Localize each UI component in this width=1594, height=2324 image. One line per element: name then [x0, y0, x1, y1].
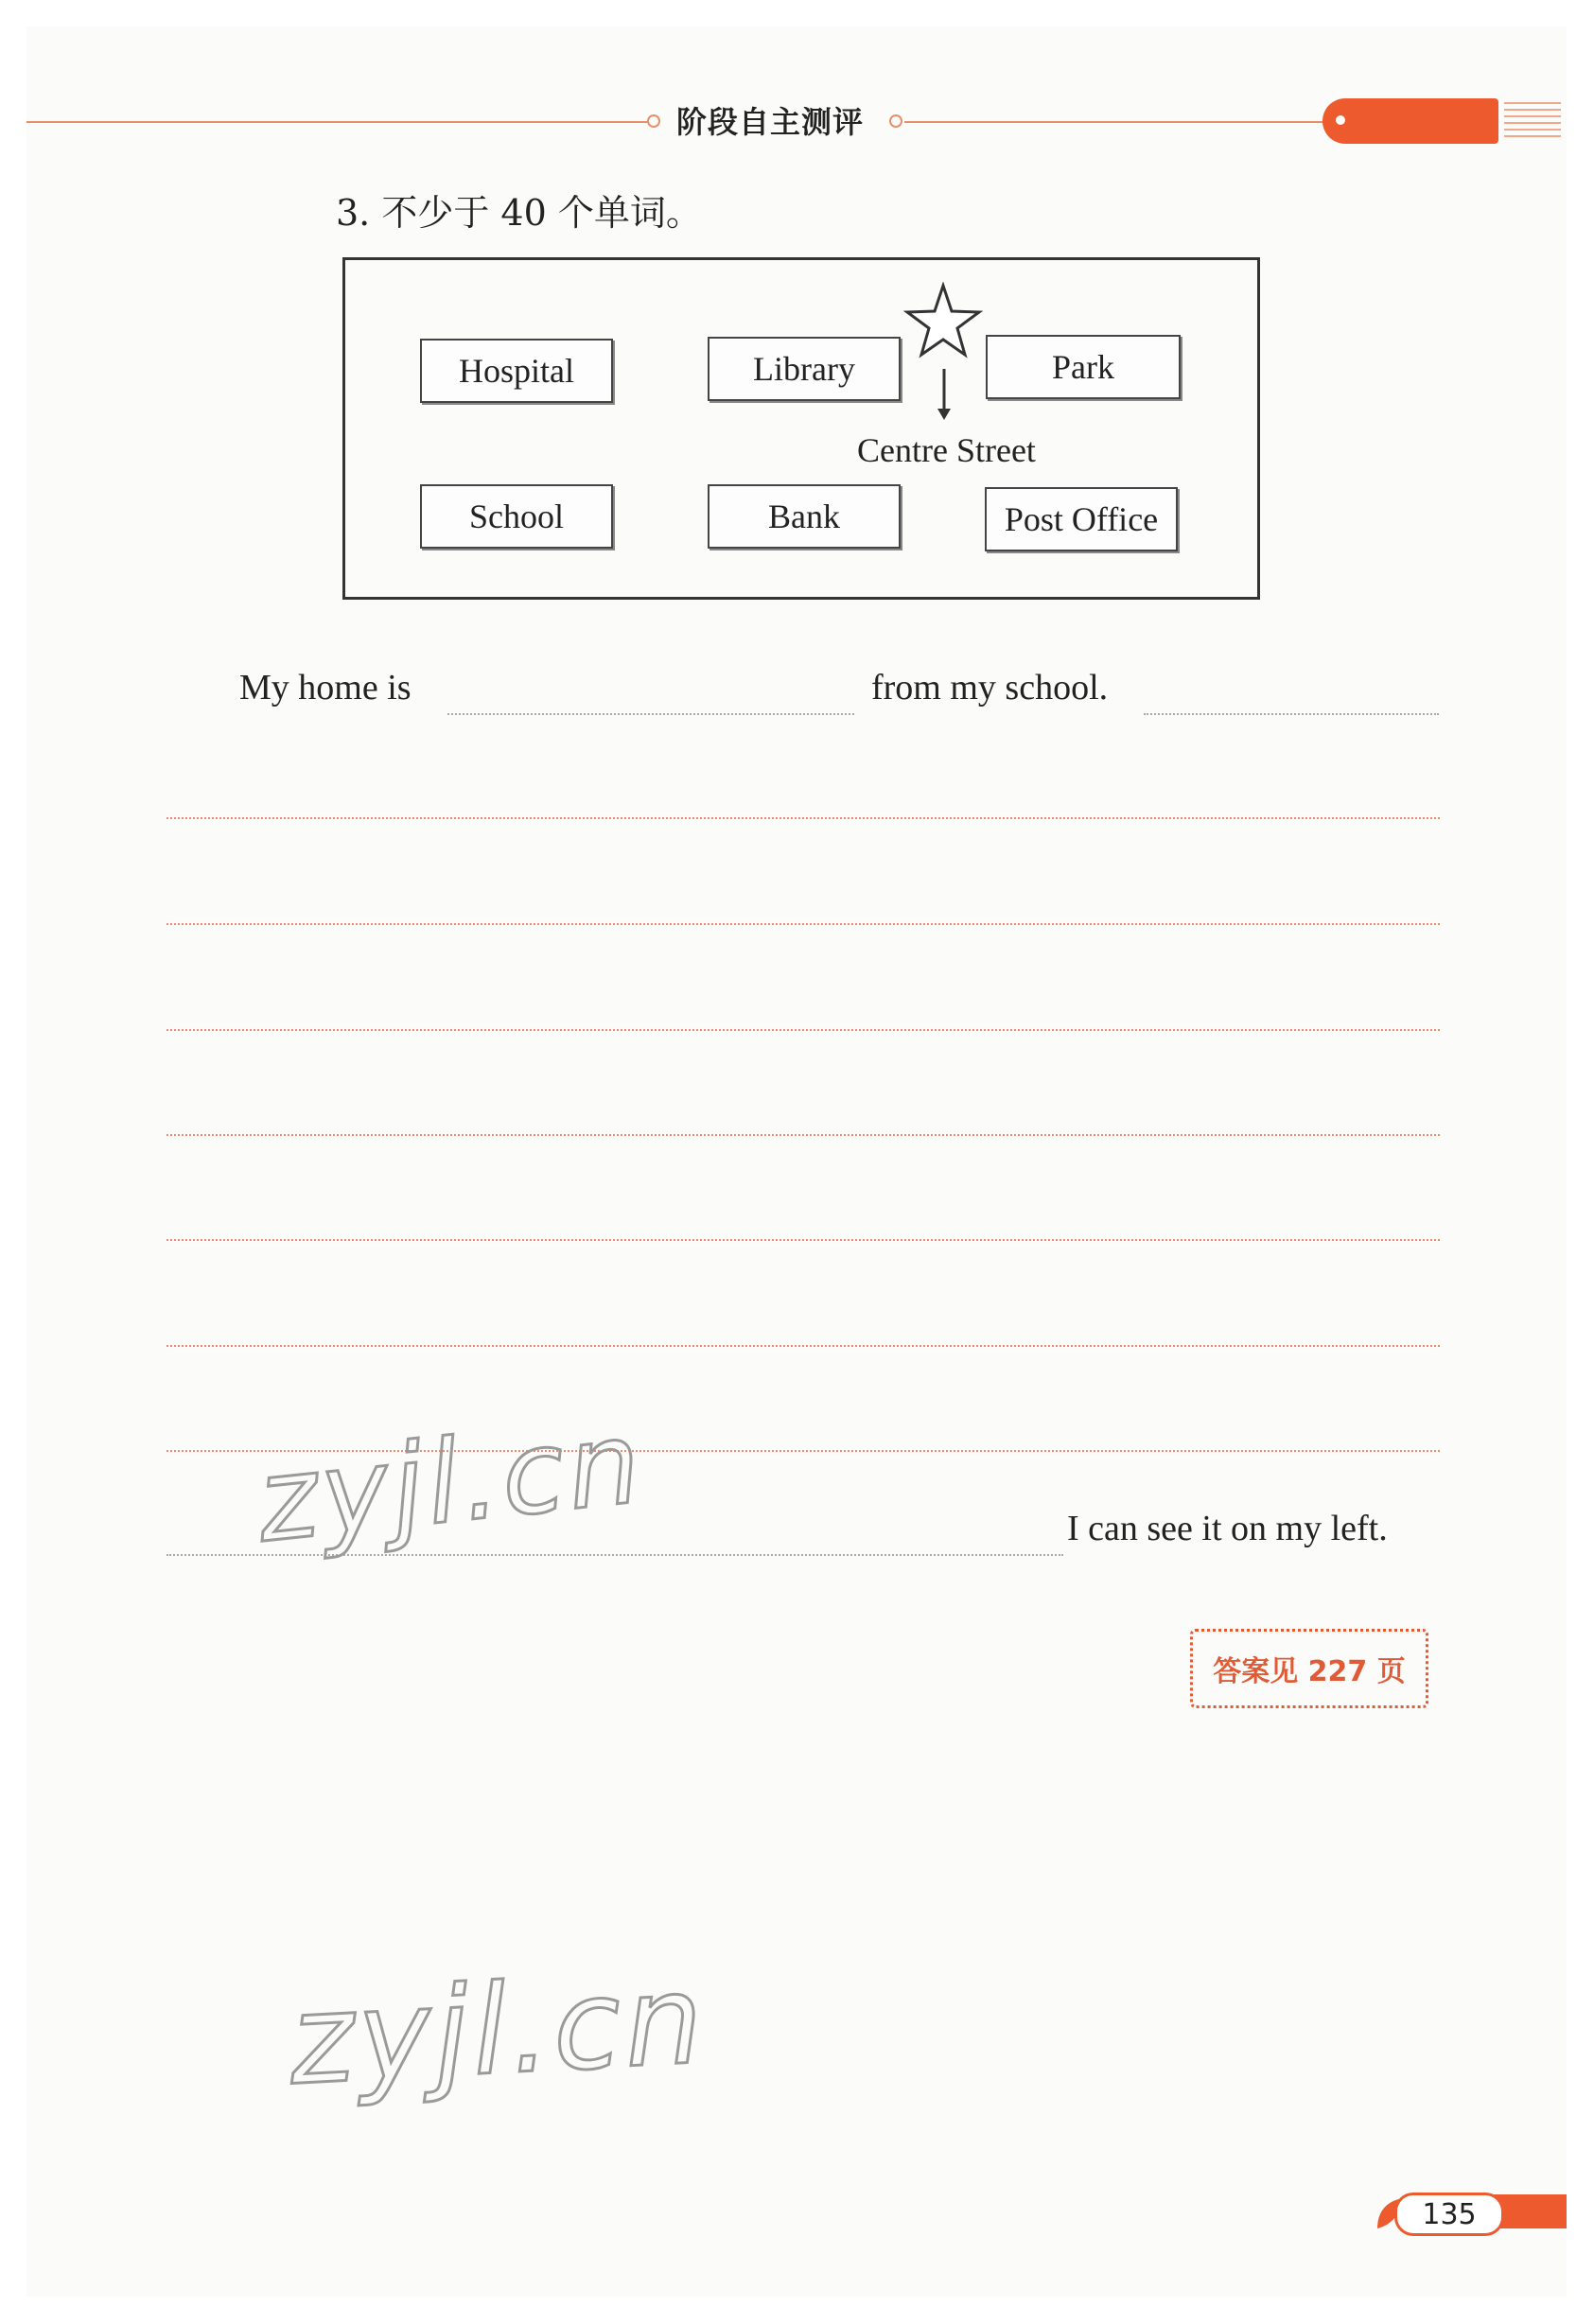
writing-line-5[interactable]: [166, 1239, 1440, 1241]
writing-line-1[interactable]: [166, 817, 1440, 819]
watermark-top: zyjl.cn: [251, 1397, 651, 1568]
writing-line-3[interactable]: [166, 1029, 1440, 1031]
writing-line-2[interactable]: [166, 923, 1440, 925]
closing-sentence: I can see it on my left.: [1067, 1509, 1388, 1548]
street-label: Centre Street: [857, 431, 1036, 469]
header-tab-dot: [1336, 115, 1345, 125]
blank-distance[interactable]: [447, 713, 854, 715]
opening-sentence-suffix: from my school.: [871, 668, 1109, 708]
answer-reference: 答案见 227 页: [1190, 1629, 1428, 1708]
header-ring-right: [889, 114, 902, 128]
page-number: 135: [1394, 2193, 1504, 2236]
section-title: 阶段自主测评: [676, 104, 865, 140]
place-hospital: Hospital: [420, 339, 613, 403]
opening-sentence-prefix: My home is: [239, 668, 412, 708]
header-rule-left: [26, 121, 651, 123]
header-tab: [1322, 98, 1498, 144]
place-bank: Bank: [708, 484, 901, 549]
place-park: Park: [986, 335, 1181, 399]
writing-line-0[interactable]: [1144, 713, 1439, 715]
star-icon: [903, 282, 983, 366]
writing-line-4[interactable]: [166, 1134, 1440, 1136]
header-stripes: [1504, 102, 1561, 140]
down-arrow-icon: [933, 367, 955, 427]
task-instruction: 3. 不少于 40 个单词。: [336, 192, 702, 234]
header-ring-left: [647, 114, 660, 128]
place-school: School: [420, 484, 613, 549]
watermark-bottom: zyjl.cn: [286, 1947, 710, 2113]
writing-line-6[interactable]: [166, 1345, 1440, 1347]
place-post-office: Post Office: [985, 487, 1178, 551]
place-library: Library: [708, 337, 901, 401]
header-rule-right: [904, 121, 1325, 123]
